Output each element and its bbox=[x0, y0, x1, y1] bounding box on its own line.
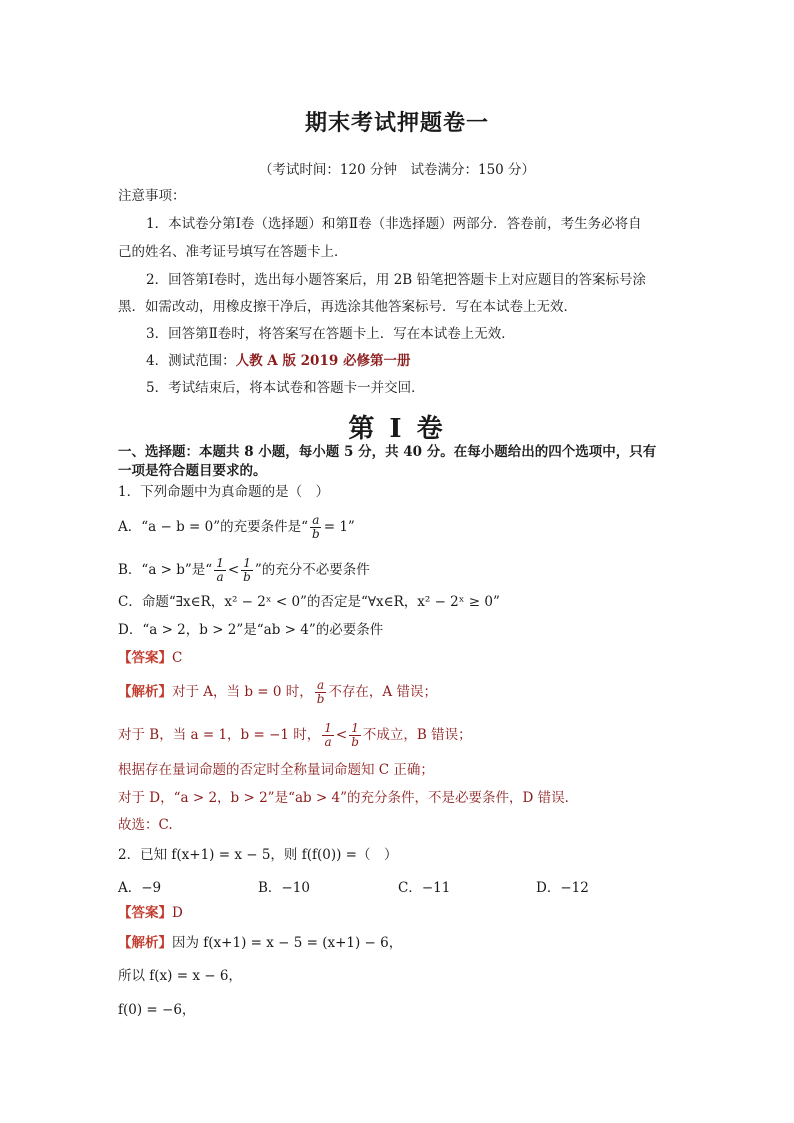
q1-stem: 1．下列命题中为真命题的是（ ） bbox=[118, 484, 330, 500]
q2-analysis-3: f(0) = −6， bbox=[118, 1002, 196, 1018]
analysis-tail: 不存在，A 错误； bbox=[328, 684, 437, 700]
note-4 bbox=[146, 351, 706, 371]
frac-den: b bbox=[351, 735, 359, 749]
q2-option-b: B．−10 bbox=[258, 880, 310, 896]
q2-stem: 2．已知 f(x+1) = x − 5，则 f(f(0)) =（ ） bbox=[118, 847, 398, 863]
q1-a-text: A．“a − b = 0”的充要条件是“ bbox=[118, 519, 309, 535]
answer-value: C bbox=[172, 650, 183, 666]
q1-conclusion: 故选：C. bbox=[118, 817, 173, 833]
notes-heading: 注意事项： bbox=[118, 188, 186, 204]
note-5: 5．考试结束后，将本试卷和答题卡一并交回． bbox=[146, 380, 425, 396]
note-1a: 1．本试卷分第Ⅰ卷（选择题）和第Ⅱ卷（非选择题）两部分．答卷前，考生务必将自 bbox=[146, 216, 642, 232]
analysis-label: 【解析】 bbox=[118, 935, 172, 951]
fraction bbox=[310, 514, 322, 541]
note-4-prefix: 4．测试范围： bbox=[146, 353, 236, 369]
q1-analysis-4: 对于 D，“a > 2，b > 2”是“ab > 4”的充分条件，不是必要条件，D 错误． bbox=[118, 790, 579, 806]
q1-option-b bbox=[118, 555, 678, 585]
q1-a-tail: = 1” bbox=[323, 519, 355, 535]
analysis-text: 对于 A，当 b = 0 时， bbox=[172, 684, 313, 700]
frac-num: 1 bbox=[324, 721, 332, 735]
analysis-text: 因为 f(x+1) = x − 5 = (x+1) − 6， bbox=[172, 935, 403, 951]
frac-num: 1 bbox=[243, 556, 251, 570]
fraction bbox=[315, 679, 327, 706]
answer-label: 【答案】 bbox=[118, 650, 172, 666]
analysis-tail: 不成立，B 错误； bbox=[362, 727, 472, 743]
note-1b: 己的姓名、准考证号填写在答题卡上． bbox=[118, 244, 348, 260]
q2-option-c: C．−11 bbox=[398, 880, 451, 896]
analysis-text: 对于 B，当 a = 1，b = −1 时， bbox=[118, 727, 321, 743]
answer-value: D bbox=[172, 905, 183, 921]
volume-heading: 第 I 卷 bbox=[348, 414, 446, 444]
frac-num: a bbox=[317, 678, 325, 692]
note-3: 3．回答第Ⅱ卷时，将答案写在答题卡上．写在本试卷上无效． bbox=[146, 326, 515, 342]
q2-option-a: A．−9 bbox=[118, 880, 162, 896]
test-scope: 人教 A 版 2019 必修第一册 bbox=[235, 353, 411, 369]
frac-num: a bbox=[312, 513, 320, 527]
frac-den: b bbox=[316, 692, 325, 706]
frac-num: 1 bbox=[351, 721, 359, 735]
fraction bbox=[241, 557, 253, 584]
section-1-line-1: 一、选择题：本题共 8 小题，每小题 5 分，共 40 分。在每小题给出的四个选项中，只有 bbox=[118, 444, 657, 460]
fraction bbox=[349, 722, 361, 749]
q1-option-a bbox=[118, 512, 678, 542]
frac-den: b bbox=[243, 570, 251, 584]
q2-answer bbox=[118, 903, 678, 923]
q1-option-c: C．命题“∃x∈R，x² − 2ˣ < 0”的否定是“∀x∈R，x² − 2ˣ ≥ 0” bbox=[118, 594, 500, 610]
q1-b-text: B．“a > b”是“ bbox=[118, 562, 213, 578]
q1-analysis-1 bbox=[118, 677, 678, 707]
frac-num: 1 bbox=[216, 556, 224, 570]
q1-b-tail: ”的充分不必要条件 bbox=[254, 562, 370, 578]
note-2b: 黑．如需改动，用橡皮擦干净后，再选涂其他答案标号．写在本试卷上无效． bbox=[118, 299, 577, 315]
section-1-line-2: 一项是符合题目要求的。 bbox=[118, 463, 267, 479]
q1-answer bbox=[118, 648, 678, 668]
analysis-label: 【解析】 bbox=[118, 684, 172, 700]
fraction bbox=[322, 722, 334, 749]
less-than: < bbox=[227, 562, 240, 578]
q1-analysis-2 bbox=[118, 720, 678, 750]
frac-den: a bbox=[216, 570, 224, 584]
note-2a: 2．回答第Ⅰ卷时，选出每小题答案后，用 2B 铅笔把答题卡上对应题目的答案标号涂 bbox=[146, 272, 647, 288]
fraction bbox=[214, 557, 226, 584]
frac-den: a bbox=[324, 735, 332, 749]
q1-option-d: D．“a > 2，b > 2”是“ab > 4”的必要条件 bbox=[118, 622, 384, 638]
exam-subtitle: （考试时间：120 分钟 试卷满分：150 分） bbox=[258, 162, 536, 178]
q2-analysis-2: 所以 f(x) = x − 6， bbox=[118, 968, 242, 984]
q1-analysis-3: 根据存在量词命题的否定时全称量词命题知 C 正确； bbox=[118, 762, 434, 778]
frac-den: b bbox=[312, 527, 320, 541]
q2-analysis-1 bbox=[118, 933, 678, 953]
page-title: 期末考试押题卷一 bbox=[304, 110, 489, 136]
answer-label: 【答案】 bbox=[118, 905, 172, 921]
q2-option-d: D．−12 bbox=[536, 880, 589, 896]
less-than: < bbox=[335, 727, 348, 743]
